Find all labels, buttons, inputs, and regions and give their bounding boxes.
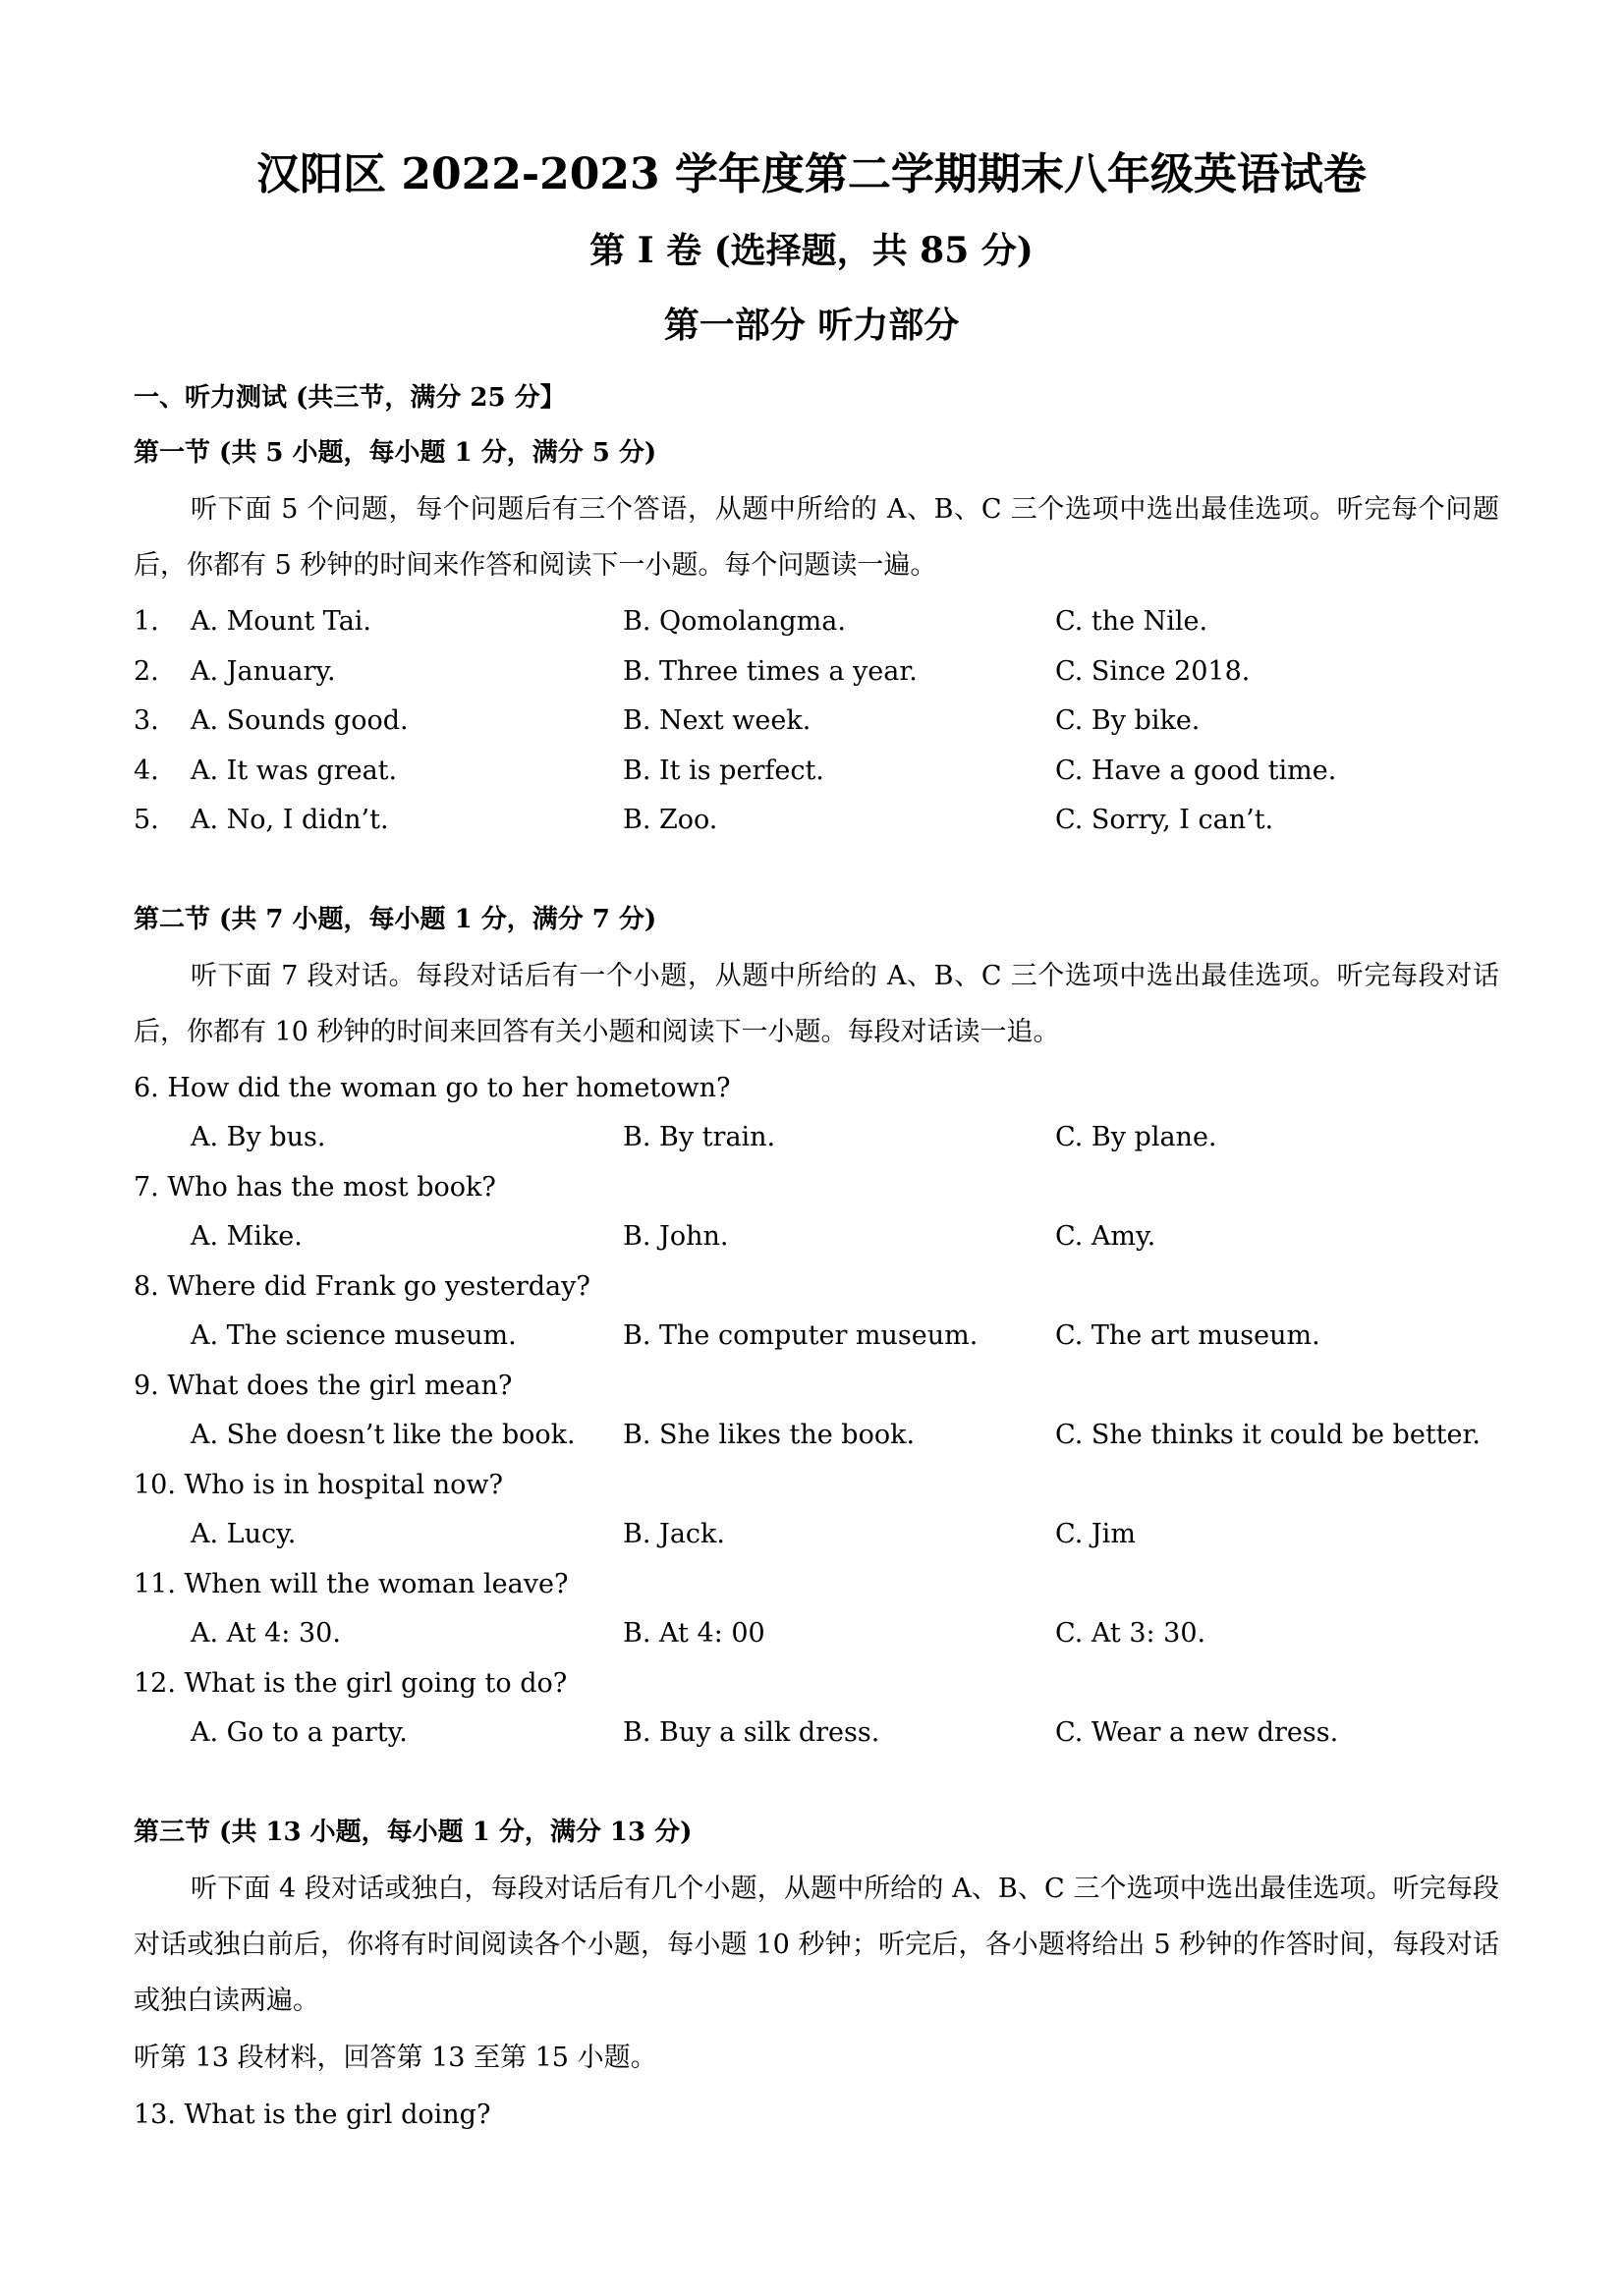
option-a: A. Mount Tai. <box>191 606 372 637</box>
option-a: A. Mike. <box>191 1221 303 1252</box>
question-text: 7. Who has the most book? <box>134 1172 496 1203</box>
option-b: B. It is perfect. <box>623 756 824 786</box>
option-c: C. By bike. <box>1055 705 1201 736</box>
option-b: B. Next week. <box>623 705 812 736</box>
option-c: C. Jim <box>1055 1519 1136 1549</box>
option-c: C. the Nile. <box>1055 606 1208 637</box>
options-row <box>0 1217 1623 1257</box>
option-c: C. The art museum. <box>1055 1320 1320 1351</box>
section3-note: 听第 13 段材料，回答第 13 至第 15 小题。 <box>134 2043 657 2073</box>
question-text: 13. What is the girl doing? <box>134 2100 491 2130</box>
option-b: B. Zoo. <box>623 805 718 835</box>
option-a: A. By bus. <box>191 1122 326 1152</box>
question-text: 12. What is the girl going to do? <box>134 1668 568 1699</box>
option-a: A. She doesn’t like the book. <box>191 1420 576 1450</box>
option-b: B. Buy a silk dress. <box>623 1717 880 1748</box>
question-row <box>0 602 1623 642</box>
option-a: A. The science museum. <box>191 1320 517 1351</box>
option-b: B. The computer museum. <box>623 1320 979 1351</box>
question-row <box>0 701 1623 741</box>
question-text: 10. Who is in hospital now? <box>134 1470 503 1500</box>
option-a: A. It was great. <box>191 756 398 786</box>
option-b: B. At 4: 00 <box>623 1618 765 1649</box>
option-c: C. Have a good time. <box>1055 756 1337 786</box>
option-c: C. By plane. <box>1055 1122 1217 1152</box>
question-text: 11. When will the woman leave? <box>134 1569 569 1599</box>
question-row <box>0 752 1623 791</box>
question-text: 8. Where did Frank go yesterday? <box>134 1271 590 1302</box>
option-a: A. At 4: 30. <box>191 1618 341 1649</box>
section2-instruction: 听下面 7 段对话。每段对话后有一个小题，从题中所给的 A、B、C 三个选项中选出最佳选项。听完每段对话后，你都有 10 秒钟的时间来回答有关小题和阅读下一小题。每段对话读一追。 <box>134 961 1499 1047</box>
question-number: 1. <box>134 606 159 637</box>
option-c: C. Since 2018. <box>1055 656 1251 687</box>
option-c: C. She thinks it could be better. <box>1055 1420 1482 1450</box>
options-row <box>0 1416 1623 1455</box>
question-number: 5. <box>134 805 159 835</box>
options-row <box>0 1713 1623 1753</box>
option-b: B. By train. <box>623 1122 776 1152</box>
option-a: A. Go to a party. <box>191 1717 408 1748</box>
option-b: B. John. <box>623 1221 729 1252</box>
question-number: 4. <box>134 756 159 786</box>
question-text: 9. What does the girl mean? <box>134 1371 513 1401</box>
option-c: C. At 3: 30. <box>1055 1618 1206 1649</box>
option-a: A. No, I didn’t. <box>191 805 389 835</box>
part-title: 第一部分 听力部分 <box>663 305 960 346</box>
question-row <box>0 801 1623 840</box>
option-a: A. Sounds good. <box>191 705 409 736</box>
section3-heading: 第三节 (共 13 小题，每小题 1 分，满分 13 分) <box>134 1818 693 1847</box>
question-row <box>0 652 1623 692</box>
option-a: A. January. <box>191 656 336 687</box>
section2-heading: 第二节 (共 7 小题，每小题 1 分，满分 7 分) <box>134 905 657 934</box>
option-c: C. Amy. <box>1055 1221 1156 1252</box>
question-text: 6. How did the woman go to her hometown? <box>134 1073 731 1103</box>
question-number: 2. <box>134 656 159 687</box>
option-b: B. She likes the book. <box>623 1420 916 1450</box>
section1-instruction: 听下面 5 个问题，每个问题后有三个答语，从题中所给的 A、B、C 三个选项中选出最佳选项。听完每个问题后，你都有 5 秒钟的时间来作答和阅读下一小题。每个问题读一遍。 <box>134 494 1499 581</box>
volume-subtitle: 第 I 卷 (选择题，共 85 分) <box>589 230 1034 271</box>
listening-section-heading: 一、听力测试 (共三节，满分 25 分】 <box>134 383 566 413</box>
option-b: B. Qomolangma. <box>623 606 846 637</box>
exam-title: 汉阳区 2022-2023 学年度第二学期期末八年级英语试卷 <box>256 149 1367 199</box>
option-c: C. Sorry, I can’t. <box>1055 805 1274 835</box>
option-b: B. Three times a year. <box>623 656 918 687</box>
option-b: B. Jack. <box>623 1519 725 1549</box>
options-row <box>0 1515 1623 1554</box>
option-c: C. Wear a new dress. <box>1055 1717 1339 1748</box>
section1-heading: 第一节 (共 5 小题，每小题 1 分，满分 5 分) <box>134 438 657 468</box>
options-row <box>0 1316 1623 1356</box>
options-row <box>0 1118 1623 1157</box>
section3-instruction: 听下面 4 段对话或独白，每段对话后有几个小题，从题中所给的 A、B、C 三个选项中选出最佳选项。听完每段对话或独白前后，你将有时间阅读各个小题，每小题 10 秒钟；听完后，各小题将给出 5 秒钟的作答时间，每段对话或独白读两遍。 <box>134 1874 1499 2016</box>
options-row <box>0 1614 1623 1653</box>
question-number: 3. <box>134 705 159 736</box>
option-a: A. Lucy. <box>191 1519 297 1549</box>
